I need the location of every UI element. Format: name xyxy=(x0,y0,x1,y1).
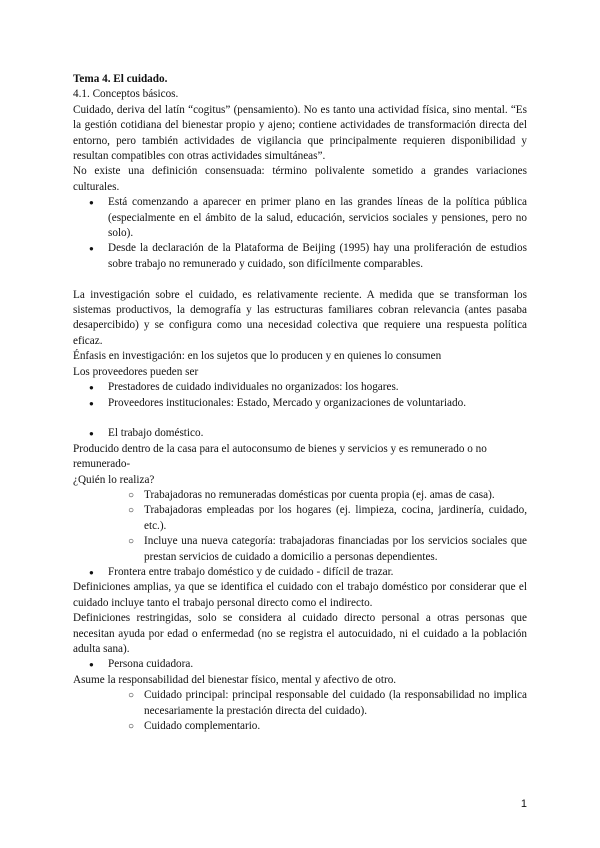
bullet-list-persona xyxy=(73,657,527,672)
list-item: ● Proveedores institucionales: Estado, Mercado y organizaciones de voluntariado. xyxy=(73,396,527,411)
list-item: ● El trabajo doméstico. xyxy=(73,426,527,441)
paragraph-producido: Producido dentro de la casa para el autoconsumo de bienes y servicios y es remunerado o no remunerado- xyxy=(73,442,487,471)
sub-bullet-list-cuidado xyxy=(73,688,527,734)
sub-bullet-list-quien xyxy=(73,488,527,565)
paragraph-proveedores: Los proveedores pueden ser xyxy=(73,365,199,378)
list-item: ● Persona cuidadora. xyxy=(73,657,527,672)
section-heading: 4.1. Conceptos básicos. xyxy=(73,88,179,101)
page-number: 1 xyxy=(520,798,527,810)
list-item: ● Desde la declaración de la Plataforma de Beijing (1995) hay una proliferación de estudios sobre trabajo no remunerado y cuidado, son difícilmente comparables. xyxy=(73,241,527,272)
list-item: ○ Trabajadoras empleadas por los hogares (ej. limpieza, cocina, jardinería, cuidado, etc.). xyxy=(73,503,527,534)
paragraph-investigacion: La investigación sobre el cuidado, es relativamente reciente. A medida que se transforman los sistemas productivos, la demografía y las estructuras familiares cobran relevancia (antes pasaba desapercibido) y se configura como una necesidad colectiva que requiere una respuesta política eficaz. xyxy=(73,288,527,347)
paragraph-asume: Asume la responsabilidad del bienestar físico, mental y afectivo de otro. xyxy=(73,673,397,686)
blank-line xyxy=(73,411,527,426)
list-item: ○ Trabajadoras no remuneradas domésticas por cuenta propia (ej. amas de casa). xyxy=(73,488,527,503)
list-item: ● Frontera entre trabajo doméstico y de cuidado - difícil de trazar. xyxy=(73,565,527,580)
list-item: ● Está comenzando a aparecer en primer plano en las grandes líneas de la política pública (especialmente en el ámbito de la salud, educación, servicios sociales y pensiones, pero no solo). xyxy=(73,195,527,241)
bullet-list-proveedores xyxy=(73,380,527,411)
bullet-list-politica xyxy=(73,195,527,272)
list-item: ○ Cuidado complementario. xyxy=(73,719,527,734)
document-body xyxy=(73,72,527,734)
paragraph-amplias: Definiciones amplias, ya que se identifica el cuidado con el trabajo doméstico por considerar que el cuidado incluye tanto el trabajo personal directo como el indirecto. xyxy=(73,581,527,609)
paragraph-definicion: No existe una definición consensuada: término polivalente sometido a grandes variaciones culturales. xyxy=(73,165,527,193)
paragraph-enfasis: Énfasis en investigación: en los sujetos que lo producen y en quienes lo consumen xyxy=(73,350,442,363)
paragraph-restringidas: Definiciones restringidas, solo se considera al cuidado directo personal a otras personas que necesitan ayuda por edad o enfermedad (no se registra el autocuidado, ni el cuidado a la población adulta sana). xyxy=(73,612,527,655)
paragraph-quien: ¿Quién lo realiza? xyxy=(73,473,155,486)
list-item: ● Prestadores de cuidado individuales no organizados: los hogares. xyxy=(73,380,527,395)
bullet-list-frontera xyxy=(73,565,527,580)
paragraph-cuidado: Cuidado, deriva del latín “cogitus” (pensamiento). No es tanto una actividad física, sino mental. “Es la gestión cotidiana del bienestar propio y ajeno; contiene actividades de transformación directa del entorno, pero también actividades de vigilancia que principalmente requieren disponibilidad y resultan compatibles con otras actividades simultáneas”. xyxy=(73,103,527,163)
blank-line xyxy=(73,272,527,287)
bullet-list-domestico xyxy=(73,426,527,441)
page-title: Tema 4. El cuidado. xyxy=(73,73,168,85)
list-item: ○ Cuidado principal: principal responsable del cuidado (la responsabilidad no implica necesariamente la prestación directa del cuidado). xyxy=(73,688,527,719)
list-item: ○ Incluye una nueva categoría: trabajadoras financiadas por los servicios sociales que prestan servicios de cuidado a domicilio a personas dependientes. xyxy=(73,534,527,565)
